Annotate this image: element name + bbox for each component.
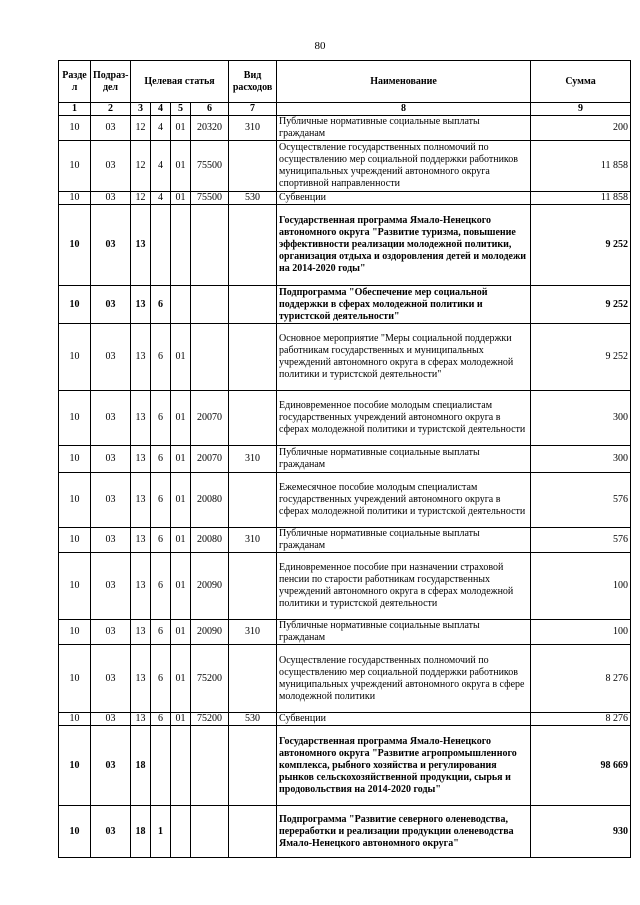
cell-naimenovanie: Основное мероприятие "Меры социальной поддержки работникам государственных и муниципальных учреждений автономного округа в сферах молодежной политики и туристской деятельности" (277, 324, 531, 391)
cell-celevaya-2: 6 (151, 620, 171, 645)
cell-podrazdel: 03 (91, 528, 131, 553)
cell-celevaya-1: 18 (131, 806, 151, 858)
cell-summa: 100 (531, 553, 631, 620)
cell-celevaya-2 (151, 726, 171, 806)
page-number: 80 (314, 40, 326, 52)
cell-razdel: 10 (59, 391, 91, 446)
cell-podrazdel: 03 (91, 205, 131, 286)
cell-celevaya-2: 6 (151, 645, 171, 713)
table-row (59, 726, 631, 806)
column-number: 4 (151, 103, 171, 116)
cell-celevaya-2: 6 (151, 713, 171, 726)
cell-summa: 8 276 (531, 713, 631, 726)
column-number: 6 (191, 103, 229, 116)
cell-celevaya-2: 6 (151, 286, 171, 324)
table-row (59, 324, 631, 391)
table-row (59, 141, 631, 192)
column-number: 7 (229, 103, 277, 116)
cell-podrazdel: 03 (91, 553, 131, 620)
cell-vid-rashodov: 310 (229, 446, 277, 473)
cell-vid-rashodov (229, 645, 277, 713)
cell-celevaya-1: 13 (131, 391, 151, 446)
cell-podrazdel: 03 (91, 286, 131, 324)
cell-celevaya-1: 12 (131, 116, 151, 141)
cell-celevaya-1: 13 (131, 645, 151, 713)
cell-celevaya-2: 4 (151, 141, 171, 192)
header-razdel: Разде л (59, 61, 91, 103)
cell-naimenovanie: Публичные нормативные социальные выплаты гражданам (277, 528, 531, 553)
cell-celevaya-3 (171, 726, 191, 806)
cell-vid-rashodov (229, 726, 277, 806)
cell-naimenovanie: Государственная программа Ямало-Ненецкого автономного округа "Развитие агропромышленного комплекса, рыбного хозяйства и регулирования рынков сельскохозяйственной продукции, сырья и продовольствия на 2014-2020 годы" (277, 726, 531, 806)
table-row (59, 205, 631, 286)
table-row (59, 473, 631, 528)
column-number: 3 (131, 103, 151, 116)
cell-celevaya-1: 13 (131, 473, 151, 528)
cell-celevaya-1: 12 (131, 192, 151, 205)
column-number: 8 (277, 103, 531, 116)
column-number: 5 (171, 103, 191, 116)
cell-podrazdel: 03 (91, 391, 131, 446)
header-summa: Сумма (531, 61, 631, 103)
table-row (59, 620, 631, 645)
cell-vid-rashodov: 310 (229, 620, 277, 645)
cell-naimenovanie: Осуществление государственных полномочий по осуществлению мер социальной поддержки работников муниципальных учреждений автономного округа спортивной направленности (277, 141, 531, 192)
cell-celevaya-3: 01 (171, 324, 191, 391)
cell-celevaya-4 (191, 726, 229, 806)
cell-celevaya-4: 20090 (191, 553, 229, 620)
cell-naimenovanie: Публичные нормативные социальные выплаты гражданам (277, 446, 531, 473)
header-vid-rashodov: Вид расходов (229, 61, 277, 103)
cell-vid-rashodov (229, 391, 277, 446)
cell-celevaya-1: 13 (131, 553, 151, 620)
cell-naimenovanie: Субвенции (277, 192, 531, 205)
cell-podrazdel: 03 (91, 141, 131, 192)
cell-celevaya-1: 18 (131, 726, 151, 806)
cell-vid-rashodov: 530 (229, 192, 277, 205)
cell-naimenovanie: Подпрограмма "Развитие северного оленеводства, переработки и реализации продукции оленеводства Ямало-Ненецкого автономного округа" (277, 806, 531, 858)
cell-summa: 300 (531, 391, 631, 446)
cell-celevaya-4 (191, 286, 229, 324)
cell-celevaya-4: 20080 (191, 528, 229, 553)
cell-vid-rashodov (229, 141, 277, 192)
cell-podrazdel: 03 (91, 713, 131, 726)
cell-summa: 300 (531, 446, 631, 473)
table-row (59, 528, 631, 553)
cell-celevaya-4: 20070 (191, 446, 229, 473)
cell-podrazdel: 03 (91, 446, 131, 473)
table-row (59, 286, 631, 324)
cell-celevaya-1: 13 (131, 286, 151, 324)
cell-razdel: 10 (59, 446, 91, 473)
cell-celevaya-3 (171, 286, 191, 324)
cell-podrazdel: 03 (91, 726, 131, 806)
cell-vid-rashodov: 530 (229, 713, 277, 726)
cell-celevaya-3: 01 (171, 141, 191, 192)
cell-naimenovanie: Единовременное пособие при назначении страховой пенсии по старости работникам государственных учреждений автономного округа в сферах молодежной политики и туристской деятельности (277, 553, 531, 620)
cell-celevaya-1: 13 (131, 205, 151, 286)
cell-summa: 930 (531, 806, 631, 858)
cell-summa: 9 252 (531, 324, 631, 391)
cell-celevaya-2: 1 (151, 806, 171, 858)
cell-summa: 11 858 (531, 141, 631, 192)
cell-naimenovanie: Публичные нормативные социальные выплаты гражданам (277, 116, 531, 141)
cell-podrazdel: 03 (91, 192, 131, 205)
header-podrazdel: Подраз- дел (91, 61, 131, 103)
column-number-row (59, 103, 631, 116)
table-row (59, 192, 631, 205)
cell-podrazdel: 03 (91, 324, 131, 391)
table-row (59, 553, 631, 620)
cell-celevaya-2: 6 (151, 528, 171, 553)
cell-celevaya-4 (191, 806, 229, 858)
cell-razdel: 10 (59, 713, 91, 726)
cell-celevaya-3: 01 (171, 192, 191, 205)
cell-razdel: 10 (59, 645, 91, 713)
cell-celevaya-1: 13 (131, 620, 151, 645)
cell-celevaya-3 (171, 205, 191, 286)
table-row (59, 391, 631, 446)
cell-naimenovanie: Осуществление государственных полномочий по осуществлению мер социальной поддержки работников муниципальных учреждений автономного округа в сфере молодежной политики (277, 645, 531, 713)
cell-vid-rashodov (229, 553, 277, 620)
table-row (59, 446, 631, 473)
header-celevaya-statya: Целевая статья (131, 61, 229, 103)
cell-celevaya-2: 6 (151, 473, 171, 528)
table-body (59, 116, 631, 858)
table-row (59, 116, 631, 141)
cell-celevaya-4: 20320 (191, 116, 229, 141)
cell-celevaya-4: 20090 (191, 620, 229, 645)
cell-celevaya-3: 01 (171, 391, 191, 446)
cell-vid-rashodov (229, 205, 277, 286)
cell-razdel: 10 (59, 726, 91, 806)
table-row (59, 645, 631, 713)
cell-celevaya-4: 75200 (191, 713, 229, 726)
cell-celevaya-4: 75500 (191, 141, 229, 192)
cell-summa: 11 858 (531, 192, 631, 205)
cell-summa: 100 (531, 620, 631, 645)
cell-vid-rashodov: 310 (229, 528, 277, 553)
cell-razdel: 10 (59, 620, 91, 645)
cell-razdel: 10 (59, 806, 91, 858)
cell-celevaya-3: 01 (171, 645, 191, 713)
cell-celevaya-1: 12 (131, 141, 151, 192)
cell-razdel: 10 (59, 324, 91, 391)
cell-naimenovanie: Государственная программа Ямало-Ненецкого автономного округа "Развитие туризма, повышение эффективности реализации молодежной политики, организация отдыха и оздоровления детей и молодежи на 2014-2020 годы" (277, 205, 531, 286)
cell-summa: 9 252 (531, 286, 631, 324)
cell-summa: 98 669 (531, 726, 631, 806)
cell-razdel: 10 (59, 553, 91, 620)
header-row (59, 61, 631, 103)
cell-vid-rashodov (229, 286, 277, 324)
cell-summa: 8 276 (531, 645, 631, 713)
cell-celevaya-3: 01 (171, 528, 191, 553)
table-row (59, 806, 631, 858)
cell-razdel: 10 (59, 473, 91, 528)
cell-celevaya-3: 01 (171, 620, 191, 645)
cell-podrazdel: 03 (91, 620, 131, 645)
cell-celevaya-4: 20070 (191, 391, 229, 446)
cell-celevaya-1: 13 (131, 446, 151, 473)
cell-naimenovanie: Ежемесячное пособие молодым специалистам государственных учреждений автономного округа в сферах молодежной политики и туристской деятельности (277, 473, 531, 528)
cell-celevaya-1: 13 (131, 528, 151, 553)
cell-celevaya-3: 01 (171, 116, 191, 141)
cell-celevaya-2: 6 (151, 391, 171, 446)
cell-vid-rashodov (229, 473, 277, 528)
cell-celevaya-3: 01 (171, 473, 191, 528)
cell-celevaya-2: 6 (151, 446, 171, 473)
cell-celevaya-3 (171, 806, 191, 858)
cell-razdel: 10 (59, 116, 91, 141)
column-number: 2 (91, 103, 131, 116)
cell-vid-rashodov (229, 324, 277, 391)
cell-celevaya-3: 01 (171, 553, 191, 620)
cell-celevaya-3: 01 (171, 446, 191, 473)
cell-celevaya-2: 6 (151, 553, 171, 620)
column-number: 1 (59, 103, 91, 116)
cell-celevaya-4 (191, 205, 229, 286)
cell-celevaya-4: 75500 (191, 192, 229, 205)
cell-naimenovanie: Публичные нормативные социальные выплаты гражданам (277, 620, 531, 645)
cell-summa: 200 (531, 116, 631, 141)
cell-naimenovanie: Субвенции (277, 713, 531, 726)
cell-podrazdel: 03 (91, 116, 131, 141)
cell-celevaya-2: 4 (151, 116, 171, 141)
cell-celevaya-4 (191, 324, 229, 391)
cell-celevaya-1: 13 (131, 713, 151, 726)
budget-table (58, 60, 631, 858)
cell-razdel: 10 (59, 528, 91, 553)
cell-naimenovanie: Единовременное пособие молодым специалистам государственных учреждений автономного округа в сферах молодежной политики и туристской деятельности (277, 391, 531, 446)
cell-razdel: 10 (59, 205, 91, 286)
cell-razdel: 10 (59, 141, 91, 192)
cell-podrazdel: 03 (91, 473, 131, 528)
cell-naimenovanie: Подпрограмма "Обеспечение мер социальной поддержки в сферах молодежной политики и туристской деятельности" (277, 286, 531, 324)
cell-celevaya-3: 01 (171, 713, 191, 726)
cell-razdel: 10 (59, 286, 91, 324)
cell-podrazdel: 03 (91, 806, 131, 858)
cell-razdel: 10 (59, 192, 91, 205)
header-naimenovanie: Наименование (277, 61, 531, 103)
cell-celevaya-2: 4 (151, 192, 171, 205)
cell-summa: 576 (531, 528, 631, 553)
cell-celevaya-4: 20080 (191, 473, 229, 528)
cell-summa: 9 252 (531, 205, 631, 286)
table-row (59, 713, 631, 726)
cell-vid-rashodov: 310 (229, 116, 277, 141)
cell-celevaya-1: 13 (131, 324, 151, 391)
cell-celevaya-2: 6 (151, 324, 171, 391)
column-number: 9 (531, 103, 631, 116)
cell-celevaya-4: 75200 (191, 645, 229, 713)
cell-podrazdel: 03 (91, 645, 131, 713)
cell-vid-rashodov (229, 806, 277, 858)
cell-celevaya-2 (151, 205, 171, 286)
cell-summa: 576 (531, 473, 631, 528)
